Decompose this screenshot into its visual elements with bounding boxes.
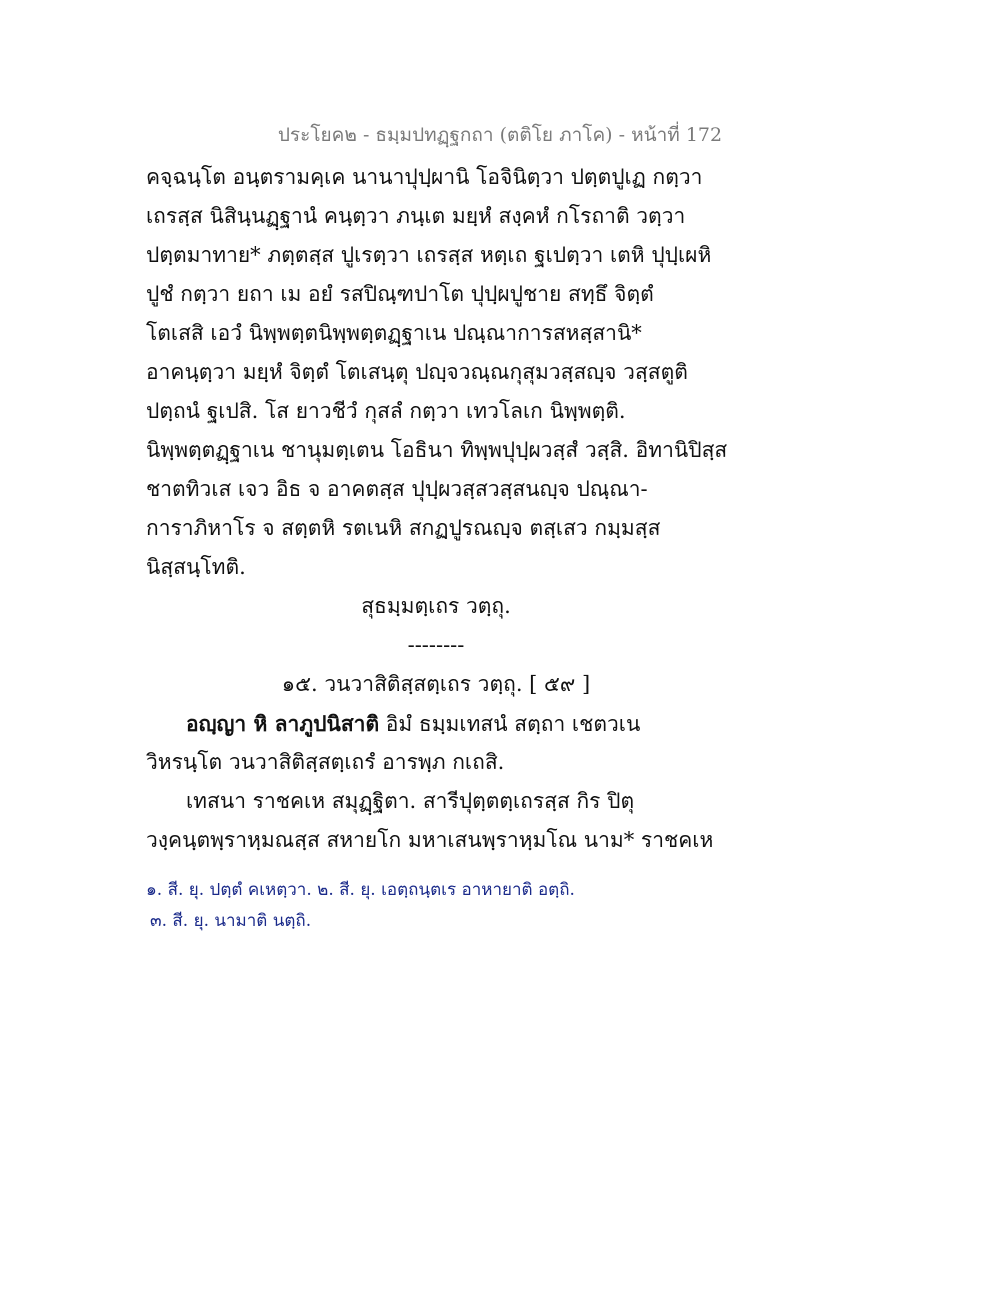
verse-line: [146, 704, 726, 743]
story-closing-title: สุธมฺมตฺเถร วตฺถุ.: [361, 594, 511, 618]
section-divider: --------: [407, 633, 465, 657]
text-line: นิพฺพตฺตฏฺฐาเน ชานุมตฺเตน โอธินา ทิพฺพปุปฺผวสฺสํ วสฺสิ. อิทานิปิสฺส: [146, 438, 728, 462]
text-line: ปูชํ กตฺวา ยถา เม อยํ รสปิณฺฑปาโต ปุปฺผปูชาย สทฺธึ จิตฺตํ: [146, 282, 654, 306]
footnote-line: ๓. สี. ยุ. นามาติ นตฺถิ.: [150, 911, 312, 931]
text-line: วิหรนฺโต วนวาสิติสฺสตฺเถรํ อารพฺภ กเถสิ.: [146, 750, 505, 774]
footnote-line: ๑. สี. ยุ. ปตฺตํ คเหตฺวา. ๒. สี. ยุ. เอตฺถนฺตเร อาหายาติ อตฺถิ.: [146, 880, 575, 900]
text-line: อาคนฺตฺวา มยฺหํ จิตฺตํ โตเสนฺตุ ปญฺจวณฺณกุสุมวสฺสญฺจ วสฺสตูติ: [146, 360, 688, 384]
text-line: เถรสฺส นิสินฺนฏฺฐานํ คนฺตฺวา ภนฺเต มยฺหํ สงฺคหํ กโรถาติ วตฺวา: [146, 204, 686, 228]
text-line: ชาตทิวเส เจว อิธ จ อาคตสฺส ปุปฺผวสฺสวสฺสนญฺจ ปณฺณา-: [146, 477, 648, 501]
text-line: ปตฺถนํ ฐเปสิ. โส ยาวชีวํ กุสลํ กตฺวา เทวโลเก นิพฺพตฺติ.: [146, 399, 626, 423]
section-heading: ๑๕. วนวาสิติสฺสตฺเถร วตฺถุ. [ ๕๙ ]: [281, 672, 591, 696]
text-line: การาภิหาโร จ สตฺตหิ รตเนหิ สกฏปูรณญฺจ ตสฺเสว กมฺมสฺส: [146, 516, 661, 540]
page-header: [0, 120, 1000, 150]
text-line: โตเสสิ เอวํ นิพฺพตฺตนิพฺพตฺตฏฺฐาเน ปณฺณาการสหสฺสานิ*: [146, 321, 642, 345]
text-line: วงฺคนฺตพฺราหฺมณสฺส สหายโก มหาเสนพฺราหฺมโณ นาม* ราชคเห: [146, 828, 714, 852]
verse-keyword: อญฺญา หิ ลาภูปนิสาติ: [186, 711, 380, 736]
paragraph-start-line: เทสนา ราชคเห สมุฏฺฐิตา. สารีปุตฺตตฺเถรสฺส กิร ปิตุ: [186, 789, 635, 813]
text-line: คจฺฉนฺโต อนฺตรามคฺเค นานาปุปฺผานิ โอจินิตฺวา ปตฺตปูเฏ กตฺวา: [146, 165, 703, 189]
text-line: ปตฺตมาทาย* ภตฺตสฺส ปูเรตฺวา เถรสฺส หตฺเถ ฐเปตฺวา เตหิ ปุปฺเผหิ: [146, 243, 712, 267]
page-body: [146, 158, 726, 860]
verse-continuation: อิมํ ธมฺมเทสนํ สตฺถา เชตวเน: [379, 712, 641, 736]
text-line: นิสฺสนฺโทติ.: [146, 555, 246, 579]
page-header-text: ประโยค๒ - ธมฺมปทฏฺฐกถา (ตติโย ภาโค) - หน้าที่ 172: [277, 124, 723, 146]
footnotes: [146, 875, 746, 937]
